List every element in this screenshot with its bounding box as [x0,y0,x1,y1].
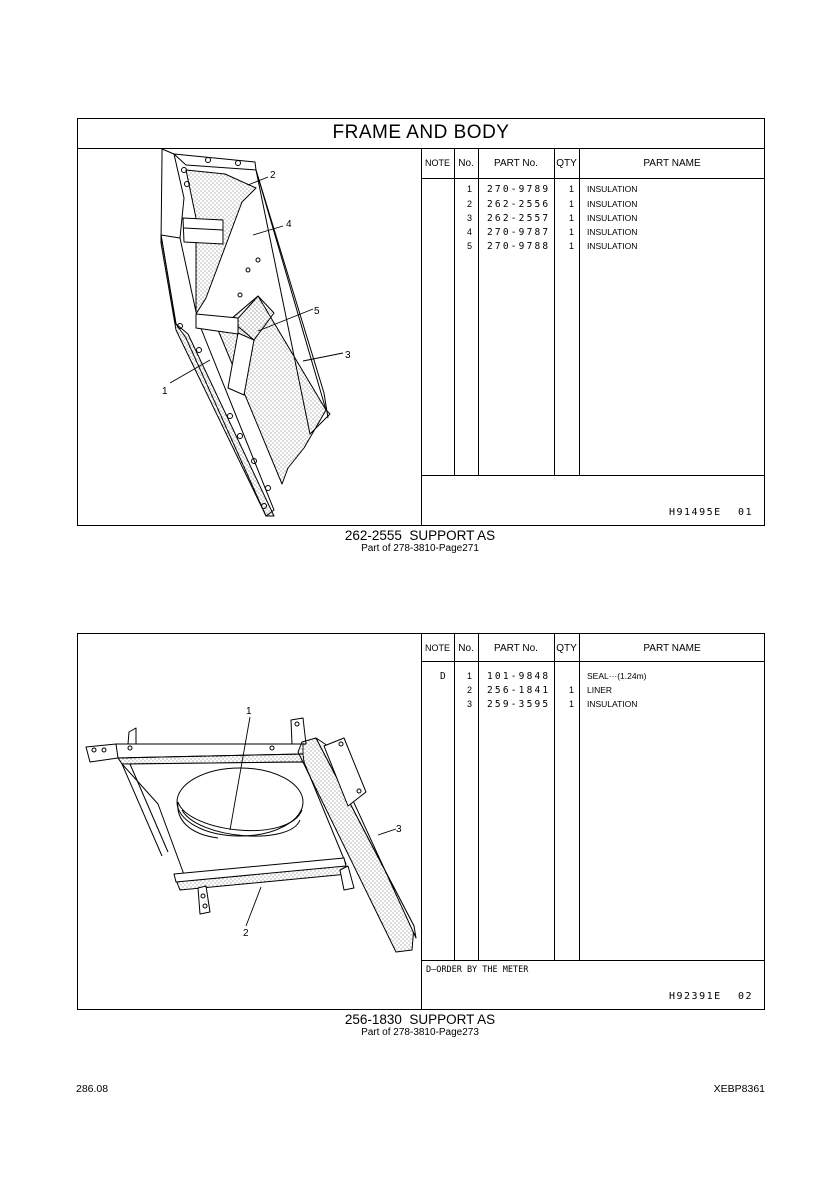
row-part-no: 270-9789 [487,184,551,195]
col-divider [478,148,479,475]
col-note-header: NOTE [424,158,450,168]
page-number: 286.08 [76,1083,109,1095]
col-partno-header: PART No. [494,643,538,654]
row-part-name: INSULATION [587,241,638,251]
callout-3: 3 [396,824,402,835]
row-qty: 1 [568,699,574,709]
callout-1: 1 [162,386,168,397]
col-divider [454,148,455,475]
drawing-revision: 02 [738,991,754,1002]
col-no-header: No. [458,158,474,169]
col-no-header: No. [458,643,474,654]
row-part-no: 259-3595 [487,699,551,710]
table-bottom [421,475,764,476]
row-part-name: INSULATION [587,699,638,709]
document-id: XEBP8361 [713,1083,765,1095]
callout-4: 4 [286,219,292,230]
drawing-code: H92391E [669,991,722,1002]
row-note: D [440,671,448,682]
drawing-revision: 01 [738,507,754,518]
header-divider [421,178,764,179]
row-qty: 1 [568,199,574,209]
header-divider [421,661,764,662]
row-qty: 1 [568,213,574,223]
row-qty: 1 [568,184,574,194]
section1-subcaption: Part of 278-3810-Page271 [361,543,479,554]
row-part-no: 262-2557 [487,213,551,224]
section1-caption: 262-2555 SUPPORT AS [344,528,496,543]
row-qty: 1 [568,241,574,251]
row-no: 3 [466,699,472,709]
support-assembly-drawing-1 [78,148,421,526]
col-divider [454,634,455,960]
col-divider [554,148,555,475]
footnote: D—ORDER BY THE METER [426,965,529,975]
drawing-code: H91495E [669,507,722,518]
col-divider [579,148,580,475]
row-no: 1 [466,671,472,681]
section2-caption: 256-1830 SUPPORT AS [344,1012,496,1027]
col-divider [579,634,580,960]
col-partname-header: PART NAME [643,643,701,654]
col-qty-header: QTY [556,643,577,654]
row-part-name: SEAL···(1.24m) [587,671,647,681]
col-qty-header: QTY [556,158,577,169]
row-part-name: INSULATION [587,227,638,237]
support-assembly-drawing-2 [78,634,421,1010]
section1-frame [77,118,765,526]
row-no: 2 [466,685,472,695]
row-part-name: LINER [587,685,613,695]
row-part-name: INSULATION [587,199,638,209]
row-part-name: INSULATION [587,184,638,194]
row-no: 3 [466,213,472,223]
row-qty: 1 [568,227,574,237]
row-qty: 1 [568,685,574,695]
row-part-no: 101-9848 [487,671,551,682]
callout-3: 3 [345,350,351,361]
row-part-no: 262-2556 [487,199,551,210]
col-divider [478,634,479,960]
row-no: 5 [466,241,472,251]
row-no: 1 [466,184,472,194]
section2-frame [77,633,765,1010]
callout-1: 1 [246,706,252,717]
callout-2: 2 [243,928,249,939]
row-part-no: 270-9787 [487,227,551,238]
drawing-divider [421,148,422,525]
drawing-divider [421,634,422,1009]
callout-2: 2 [270,170,276,181]
row-no: 4 [466,227,472,237]
row-part-no: 270-9788 [487,241,551,252]
table-bottom [421,960,764,961]
row-no: 2 [466,199,472,209]
row-part-name: INSULATION [587,213,638,223]
col-partname-header: PART NAME [643,158,701,169]
col-divider [554,634,555,960]
page-title: FRAME AND BODY [332,122,510,143]
col-partno-header: PART No. [494,158,538,169]
col-note-header: NOTE [424,643,450,653]
row-part-no: 256-1841 [487,685,551,696]
section2-subcaption: Part of 278-3810-Page273 [361,1027,479,1038]
callout-5: 5 [314,306,320,317]
